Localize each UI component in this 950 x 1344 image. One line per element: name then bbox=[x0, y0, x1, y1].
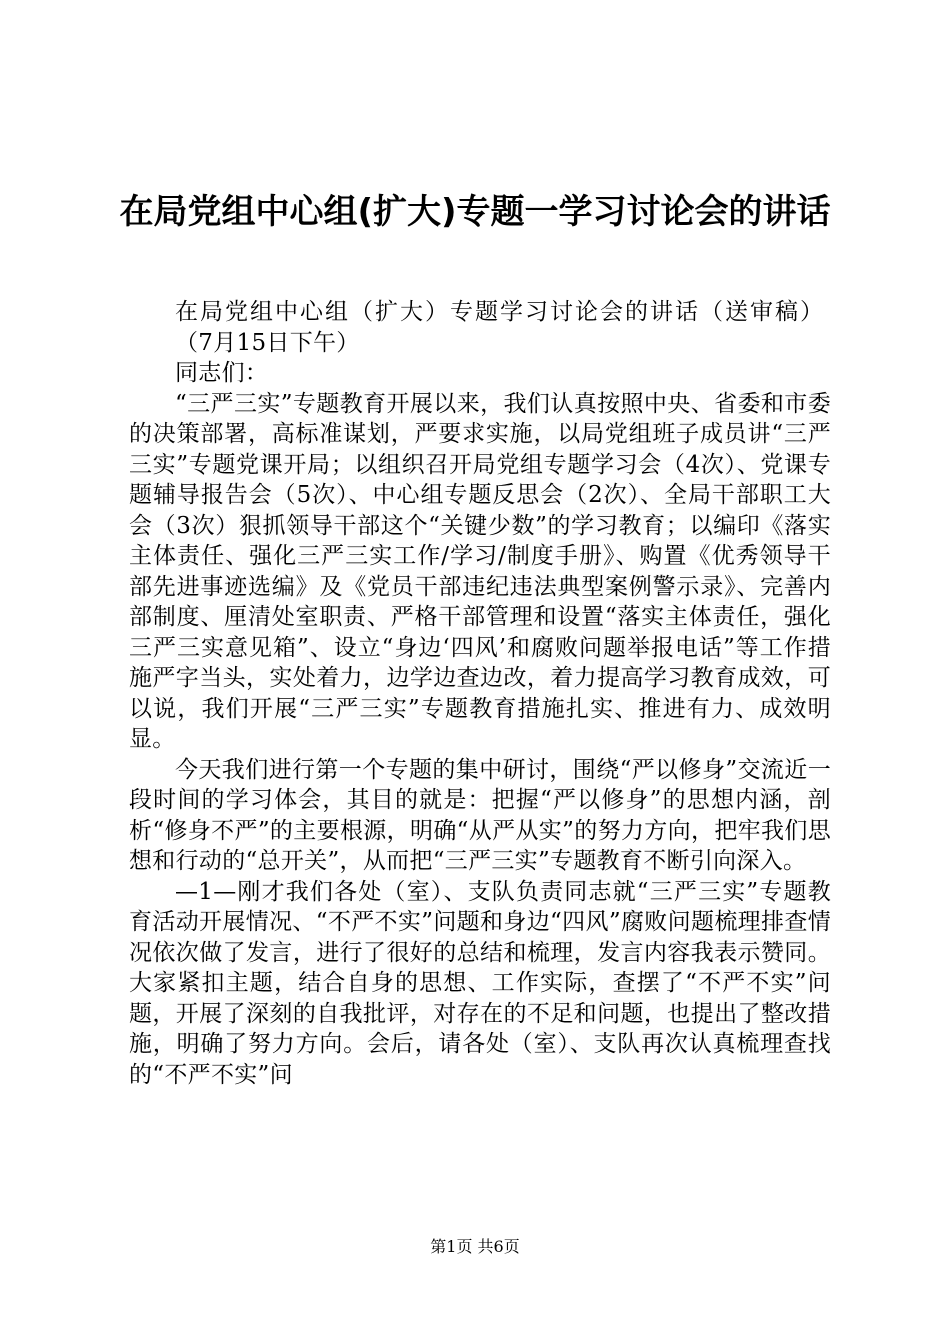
body-paragraph: 今天我们进行第一个专题的集中研讨，围绕“严以修身”交流近一段时间的学习体会，其目的就是：把握“严以修身”的思想内涵，剖析“修身不严”的主要根源，明确“从严从实”的努力方向，把牢我们思想和行动的“总开关”，从而把“三严三实”专题教育不断引向深入。 bbox=[129, 756, 831, 874]
page-footer: 第1页 共6页 bbox=[430, 1237, 520, 1256]
body-paragraph: “三严三实”专题教育开展以来，我们认真按照中央、省委和市委的决策部署，高标准谋划，严要求实施，以局党组班子成员讲“三严三实”专题党课开局；以组织召开局党组专题学习会（4次）、党课专题辅导报告会（5次）、中心组专题反思会（2次）、全局干部职工大会（3次）狠抓领导干部这个“关键少数”的学习教育；以编印《落实主体责任、强化三严三实工作/学习/制度手册》、购置《优秀领导干部先进事迹选编》及《党员干部违纪违法典型案例警示录》、完善内部制度、厘清处室职责、严格干部管理和设置“落实主体责任，强化三严三实意见箱”、设立“身边‘四风’和腐败问题举报电话”等工作措施严字当头，实处着力，边学边查边改，着力提高学习教育成效，可以说，我们开展“三严三实”专题教育措施扎实、推进有力、成效明显。 bbox=[129, 390, 831, 752]
document-body bbox=[129, 297, 831, 1090]
body-paragraph: —1—刚才我们各处（室）、支队负责同志就“三严三实”专题教育活动开展情况、“不严不实”问题和身边“四风”腐败问题梳理排查情况依次做了发言，进行了很好的总结和梳理，发言内容我表示赞同。大家紧扣主题，结合自身的思想、工作实际，查摆了“不严不实”问题，开展了深刻的自我批评，对存在的不足和问题，也提出了整改措施，明确了努力方向。会后，请各处（室）、支队再次认真梳理查找的“不严不实”问 bbox=[129, 878, 831, 1088]
document-title: 在局党组中心组(扩大)专题一学习讨论会的讲话 bbox=[119, 192, 831, 232]
subtitle-paragraph: 在局党组中心组（扩大）专题学习讨论会的讲话（送审稿） bbox=[175, 299, 825, 325]
date-paragraph: （7月15日下午） bbox=[175, 329, 360, 356]
salutation-paragraph: 同志们： bbox=[175, 360, 269, 386]
